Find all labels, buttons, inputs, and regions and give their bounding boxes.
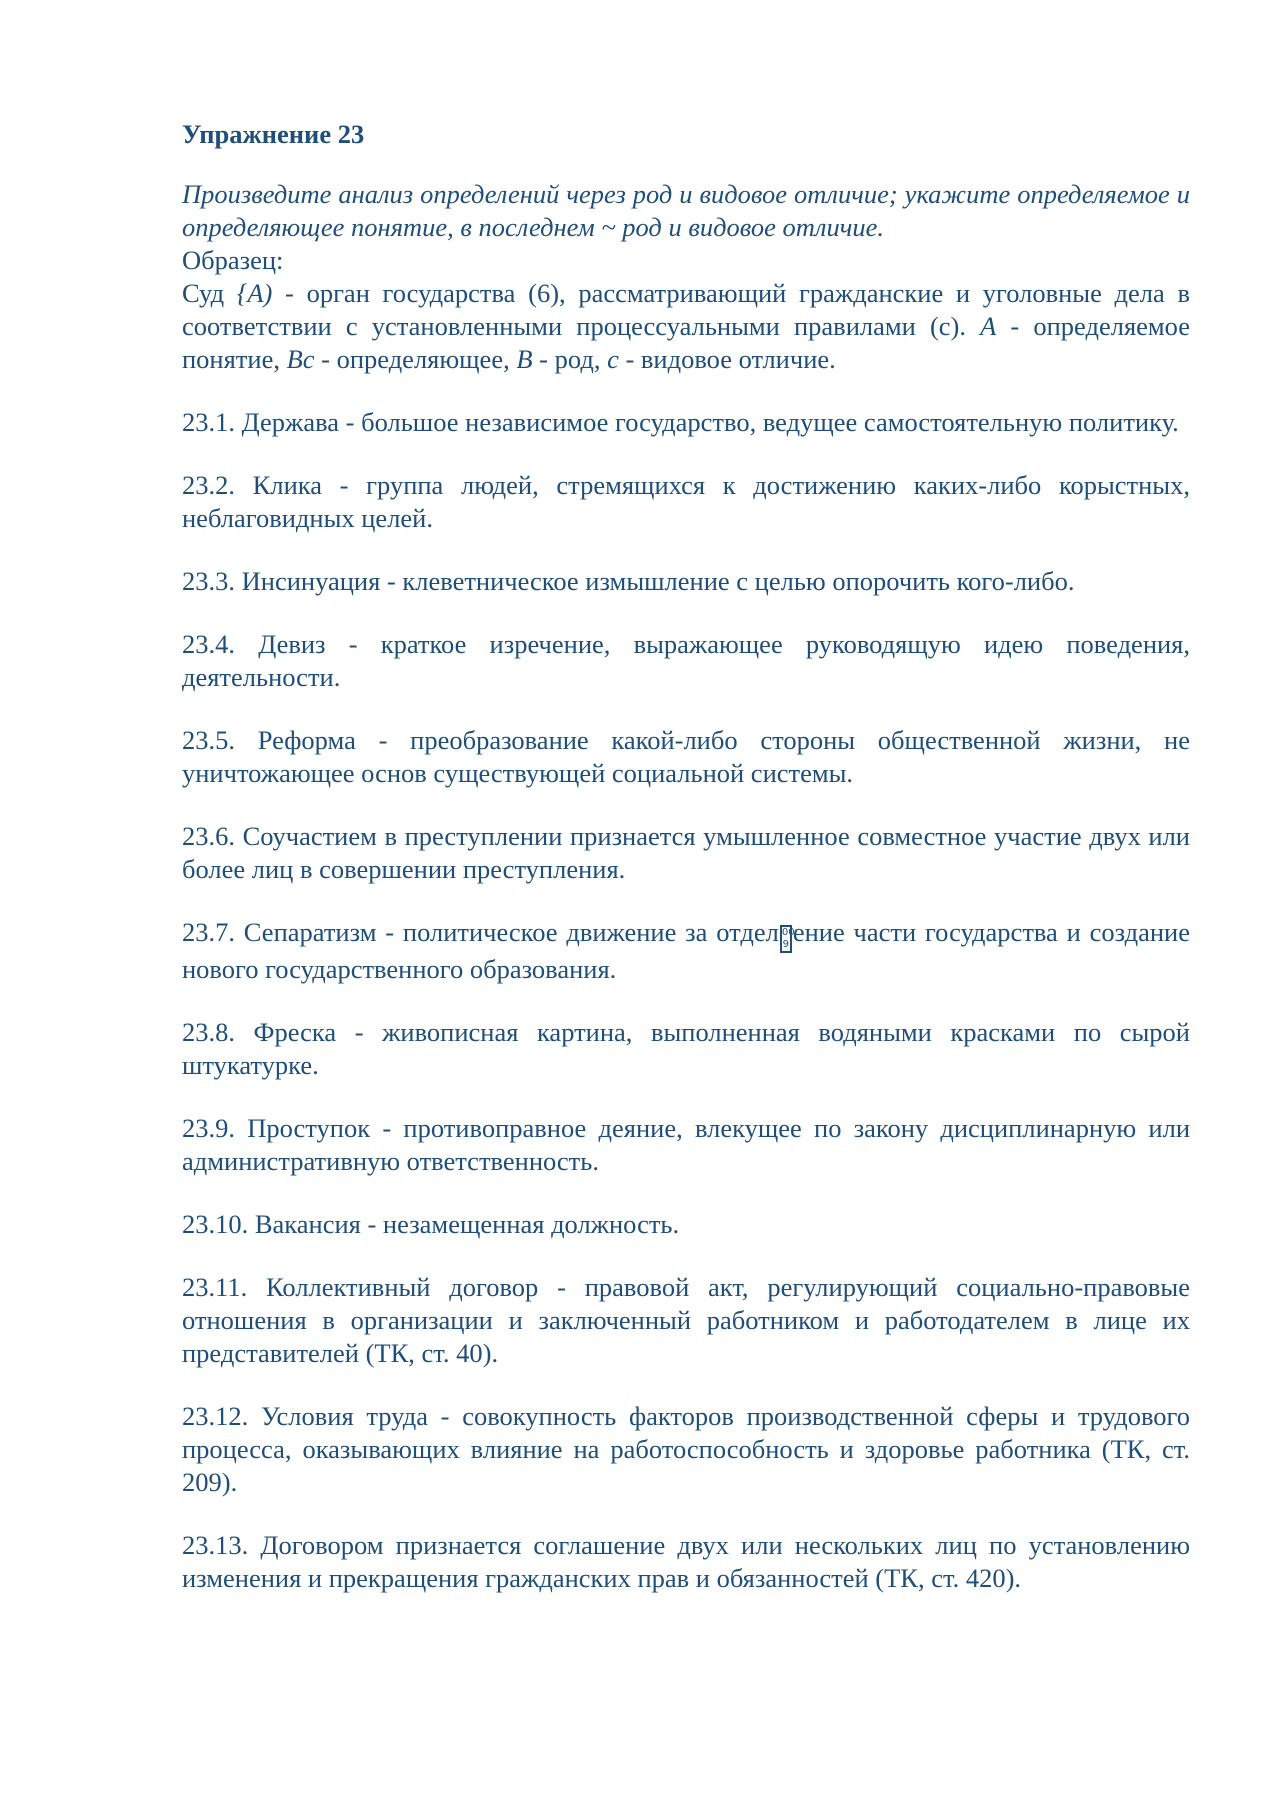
exercise-instruction: Произведите анализ определений через род и видовое отличие; укажите определяемое и определяющее понятие, в последнем ~ род и видовое отличие. bbox=[182, 179, 1190, 242]
exercise-item: 23.9. Проступок - противоправное деяние, влекущее по закону дисциплинарную или административную ответственность. bbox=[182, 1113, 1190, 1176]
example-text: - определяющее, bbox=[314, 344, 517, 374]
example-text: - род, bbox=[532, 344, 608, 374]
example-text: - определяемое понятие, bbox=[182, 311, 1190, 374]
exercise-item: 23.4. Девиз - краткое изречение, выражающее руководящую идею поведения, деятельности. bbox=[182, 629, 1190, 692]
exercise-item: 23.13. Договором признается соглашение двух или нескольких лиц по установлению изменения и прекращения гражданских прав и обязанностей (ТК, ст. 420). bbox=[182, 1530, 1190, 1593]
example-text: В bbox=[516, 344, 533, 374]
item-text: ение части государства и создание нового государственного образования. bbox=[182, 917, 1190, 984]
exercise-item: 23.3. Инсинуация - клеветническое измышление с целью опорочить кого-либо. bbox=[182, 566, 1075, 596]
example-text: с bbox=[607, 344, 619, 374]
exercise-item: 23.10. Вакансия - незамещенная должность. bbox=[182, 1209, 680, 1239]
document-page bbox=[182, 118, 1190, 1625]
exercise-item: 23.8. Фреска - живописная картина, выполненная водяными красками по сырой штукатурке. bbox=[182, 1017, 1190, 1080]
exercise-item: 23.12. Условия труда - совокупность факторов производственной сферы и трудового процесса, оказывающих влияние на работоспособность и здоровье работника (ТК, ст. 209). bbox=[182, 1401, 1190, 1497]
sample-label: Образец: bbox=[182, 245, 284, 275]
example-text: - видовое отличие. bbox=[618, 344, 836, 374]
exercise-item: 23.5. Реформа - преобразование какой-либо стороны общественной жизни, не уничтожающее основ существующей социальной системы. bbox=[182, 725, 1190, 788]
exercise-item: 23.11. Коллективный договор - правовой акт, регулирующий социально-правовые отношения в организации и заключенный работником и работодателем в лице их представителей (ТК, ст. 40). bbox=[182, 1272, 1190, 1368]
exercise-item-23-7 bbox=[182, 916, 1190, 986]
example-text: Суд bbox=[182, 278, 237, 308]
example-text: А bbox=[980, 311, 997, 341]
text-cursor-marker: 00 9 bbox=[780, 925, 792, 953]
exercise-item: 23.1. Держава - большое независимое государство, ведущее самостоятельную политику. bbox=[182, 407, 1179, 437]
exercise-item: 23.6. Соучастием в преступлении признается умышленное совместное участие двух или более лиц в совершении преступления. bbox=[182, 821, 1190, 884]
example-text: Вс bbox=[286, 344, 315, 374]
exercise-title: Упражнение 23 bbox=[182, 119, 365, 149]
exercise-item: 23.2. Клика - группа людей, стремящихся к достижению каких-либо корыстных, неблаговидных целей. bbox=[182, 470, 1190, 533]
item-text: 23.7. Сепаратизм - политическое движение за отдел bbox=[182, 917, 779, 947]
sample-example bbox=[182, 277, 1190, 376]
example-text: - орган государства (6), рассматривающий гражданские и уголовные дела в соответствии с установленными процессуальными правилами (с). bbox=[182, 278, 1190, 341]
example-text: {А) bbox=[236, 278, 273, 308]
